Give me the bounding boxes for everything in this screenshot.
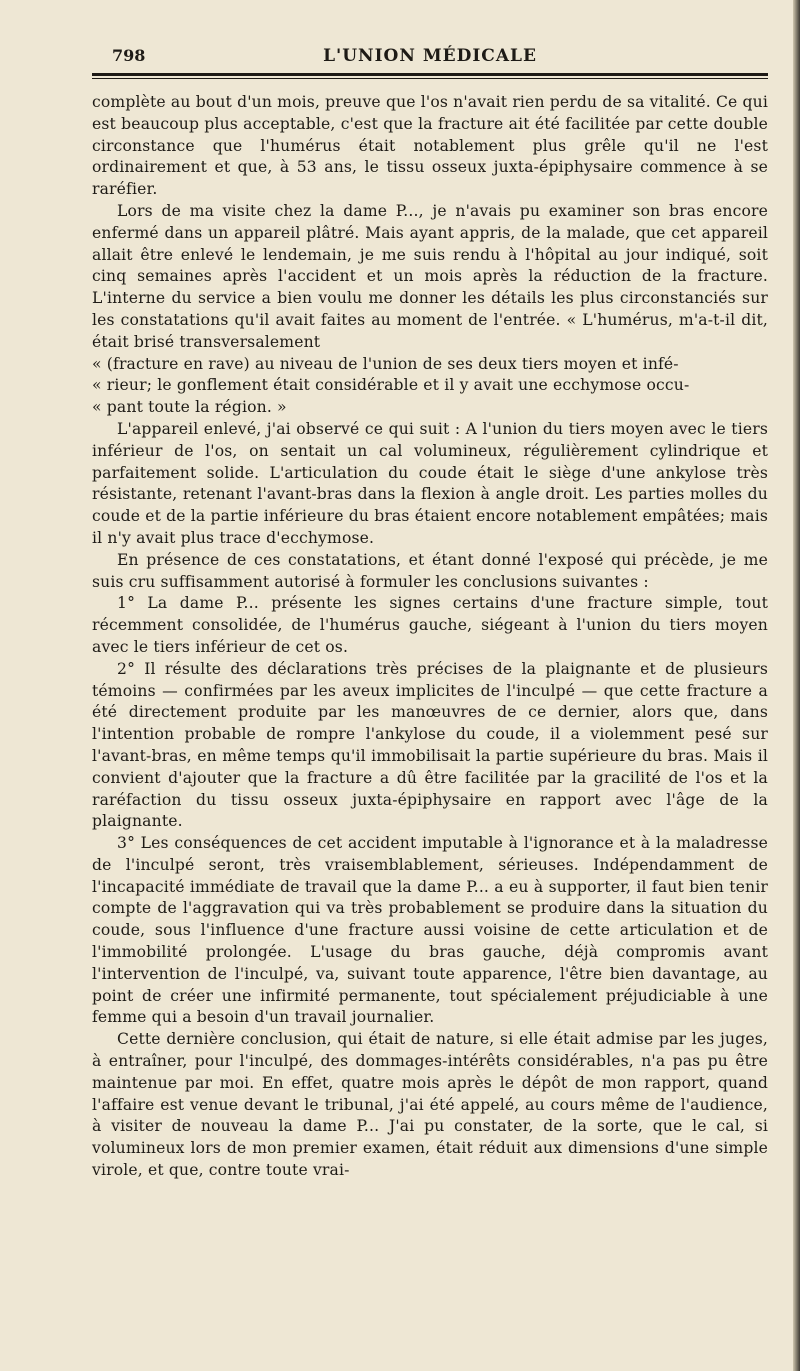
header-rule-thin [92,78,768,79]
paragraph: Lors de ma visite chez la dame P..., je n'avais pu examiner son bras encore enfermé dans un appareil plâtré. Mais ayant appris, de la malade, que cet appareil allait être enlevé le lendemain, je me suis rendu à l'hôpital au jour indiqué, soit cinq semaines après l'accident et un mois après la réduction de la fracture. L'interne du service a bien voulu me donner les détails les plus circonstanciés sur les constatations qu'il avait faites au moment de l'entrée. « L'humérus, m'a-t-il dit, était brisé transversalement [92,201,768,351]
conclusion-3: 3° Les conséquences de cet accident imputable à l'ignorance et à la maladresse de l'inculpé seront, très vraisemblablement, sérieuses. Indépendamment de l'incapacité immédiate de travail que la dame P... a eu à supporter, il faut bien tenir compte de l'aggravation qui va très probablement se produire dans la situation du coude, sous l'influence d'une fracture aussi voisine de cette articulation et de l'immobilité prolongée. L'usage du bras gauche, déjà compromis avant l'intervention de l'inculpé, va, suivant toute apparence, l'être bien davantage, au point de créer une infirmité permanente, tout spécialement préjudiciable à une femme qui a besoin d'un travail journalier. [92,834,768,1027]
page-header [92,40,768,70]
conclusion-2: 2° Il résulte des déclarations très précises de la plaignante et de plusieurs témoins — confirmées par les aveux implicites de l'inculpé — que cette fracture a été directement produite par les manœuvres de ce dernier, alors que, dans l'intention probable de rompre l'ankylose du coude, il a violemment pesé sur l'avant-bras, en même temps qu'il immobilisait la partie supérieure du bras. Mais il convient d'ajouter que la fracture a dû être facilitée par la gracilité de l'os et la raréfaction du tissu osseux juxta-épiphysaire en rapport avec l'âge de la plaignante. [92,659,768,831]
paragraph: L'appareil enlevé, j'ai observé ce qui suit : A l'union du tiers moyen avec le tiers inférieur de l'os, on sentait un cal volumineux, régulièrement cylindrique et parfaitement solide. L'articulation du coude était le siège d'une ankylose très résistante, retenant l'avant-bras dans la flexion à angle droit. Les parties molles du coude et de la partie inférieure du bras étaient encore notablement empâtées; mais il n'y avait plus trace d'ecchymose. [92,419,768,547]
page-number: 798 [112,46,146,65]
conclusion-1: 1° La dame P... présente les signes certains d'une fracture simple, tout récemment consolidée, de l'humérus gauche, siégeant à l'union du tiers moyen avec le tiers inférieur de cet os. [92,594,768,656]
paragraph: complète au bout d'un mois, preuve que l'os n'avait rien perdu de sa vitalité. Ce qui est beaucoup plus acceptable, c'est que la fracture ait été facilitée par cette double circonstance que l'humérus était notablement plus grêle qu'il ne l'est ordinairement et que, à 53 ans, le tissu osseux juxta-épiphysaire commence à se raréfier. [92,93,768,199]
page-edge-shadow [793,0,800,1371]
quoted-line: « pant toute la région. » [92,398,287,417]
running-title: L'UNION MÉDICALE [323,46,537,66]
body-text [92,92,768,1182]
paragraph: En présence de ces constatations, et étant donné l'exposé qui précède, je me suis cru suffisamment autorisé à formuler les conclusions suivantes : [92,550,768,591]
paragraph: Cette dernière conclusion, qui était de nature, si elle était admise par les juges, à entraîner, pour l'inculpé, des dommages-intérêts considérables, n'a pas pu être maintenue par moi. En effet, quatre mois après le dépôt de mon rapport, quand l'affaire est venue devant le tribunal, j'ai été appelé, au cours même de l'audience, à visiter de nouveau la dame P... J'ai pu constater, de la sorte, que le cal, si volumineux lors de mon premier examen, était réduit aux dimensions d'une simple virole, et que, contre toute vrai- [92,1030,768,1180]
header-rule [92,73,768,76]
quoted-line: « (fracture en rave) au niveau de l'union de ses deux tiers moyen et infé- [92,354,679,373]
quoted-line: « rieur; le gonflement était considérable et il y avait une ecchymose occu- [92,376,690,395]
